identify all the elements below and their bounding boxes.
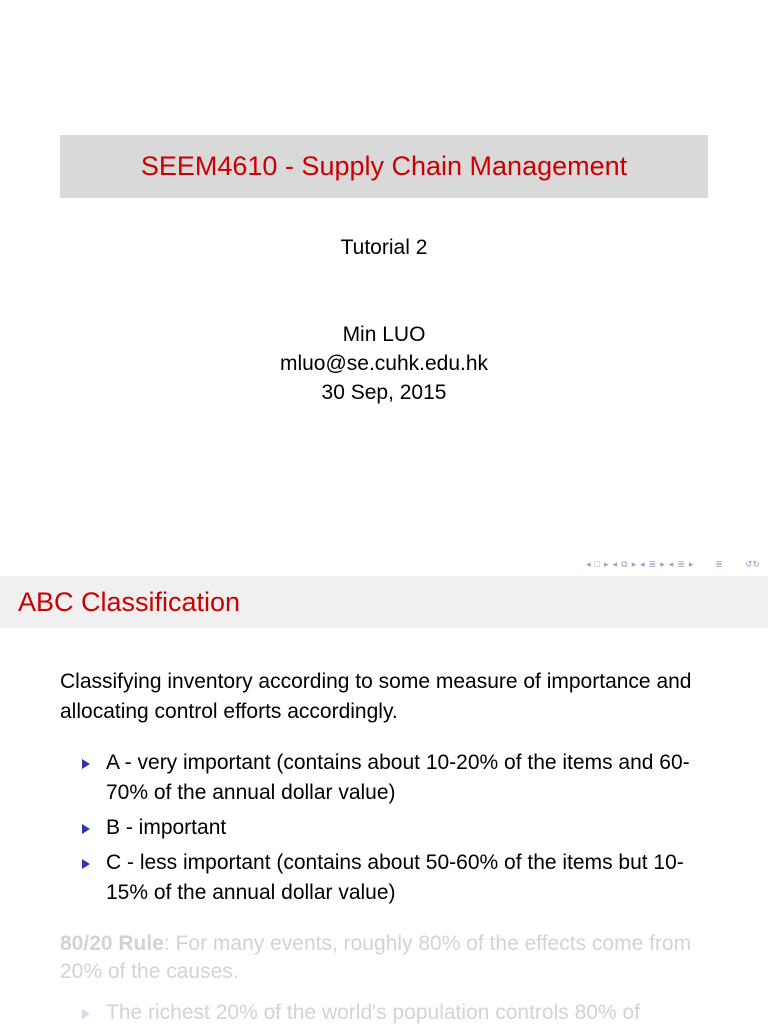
content-slide [0, 576, 768, 1024]
bullet-triangle-icon [82, 859, 90, 869]
bullet-triangle-icon [82, 759, 90, 769]
list-item [60, 813, 720, 843]
pareto-rule-paragraph [60, 930, 720, 986]
nav-section-icon[interactable]: ≣ [677, 558, 685, 569]
intro-paragraph: Classifying inventory according to some measure of importance and allocating control efforts accordingly. [60, 670, 692, 723]
author-name: Min LUO [342, 323, 426, 346]
nav-next-arrow-icon[interactable]: ▸ [688, 558, 694, 569]
frame-title: ABC Classification [18, 587, 241, 617]
nav-next-arrow-icon[interactable]: ▸ [660, 558, 665, 569]
nav-prev-arrow-icon[interactable]: ◂ [668, 558, 674, 569]
beamer-navigation-bar [586, 557, 760, 571]
nav-next-arrow-icon[interactable]: ▸ [604, 558, 609, 569]
bullet-text: The richest 20% of the world's population controls 80% of [106, 1001, 640, 1024]
abc-bullet-list [60, 748, 720, 913]
author-email: mluo@se.cuhk.edu.hk [279, 352, 489, 375]
nav-prev-arrow-icon[interactable]: ◂ [586, 558, 591, 569]
rule-label: 80/20 Rule [60, 932, 164, 955]
author-block [0, 320, 768, 407]
nav-frame-icon[interactable]: □ [594, 559, 601, 569]
nav-search-icon[interactable]: ↺↻ [744, 558, 760, 569]
nav-section-icon[interactable]: ≣ [648, 558, 657, 569]
nav-subsection-icon[interactable]: ⧉ [621, 558, 628, 569]
list-item [60, 748, 720, 808]
bullet-text: B - important [106, 816, 227, 839]
frame-title-bar [0, 576, 768, 628]
presentation-date: 30 Sep, 2015 [321, 381, 447, 404]
nav-next-arrow-icon[interactable]: ▸ [631, 558, 637, 569]
subtitle: Tutorial 2 [340, 236, 428, 259]
bullet-triangle-icon [82, 1009, 90, 1019]
presentation-title: SEEM4610 - Supply Chain Management [140, 151, 628, 181]
nav-prev-arrow-icon[interactable]: ◂ [612, 558, 618, 569]
title-box [60, 135, 708, 198]
nav-prev-arrow-icon[interactable]: ◂ [640, 558, 645, 569]
bullet-text: C - less important (contains about 50-60% of the items but 10-15% of the annual dollar value) [106, 851, 684, 904]
nav-align-icon[interactable]: ≣ [715, 558, 723, 569]
list-item [60, 848, 720, 908]
rule-text: : For many events, roughly 80% of the effects come from 20% of the causes. [60, 932, 692, 983]
bullet-text: A - very important (contains about 10-20% of the items and 60-70% of the annual dollar value) [106, 751, 690, 804]
bullet-triangle-icon [82, 824, 90, 834]
